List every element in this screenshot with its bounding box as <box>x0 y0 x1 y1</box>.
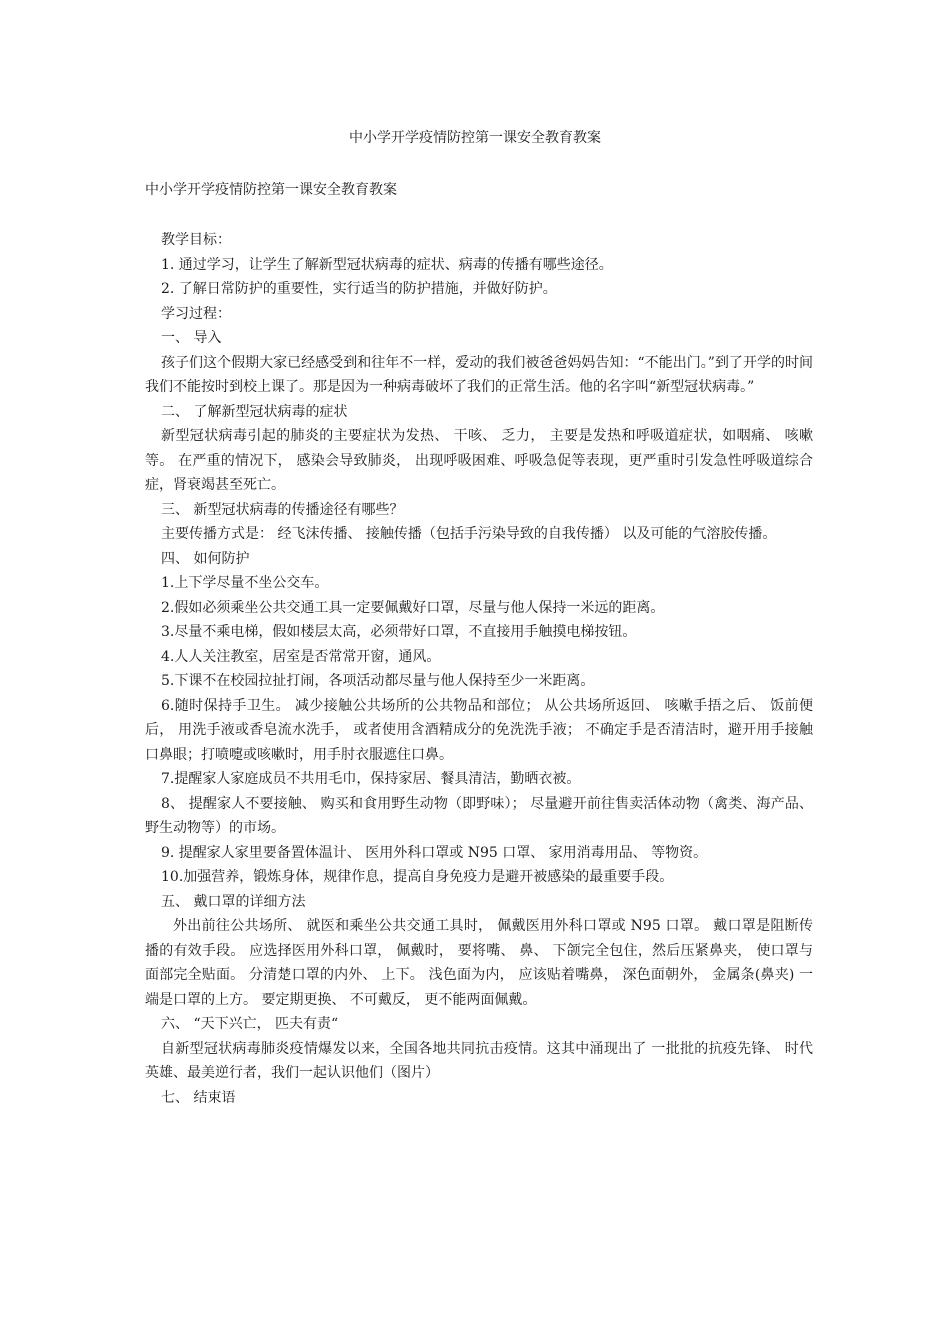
section-heading: 三、 新型冠状病毒的传播途径有哪些？ <box>161 501 404 518</box>
section-heading: 七、 结束语 <box>161 1089 236 1106</box>
section-heading: 四、 如何防护 <box>161 550 250 567</box>
document-title: 中小学开学疫情防控第一课安全教育教案 <box>349 130 601 146</box>
list-item: 2.假如必须乘坐公共交通工具一定要佩戴好口罩，尽量与他人保持一米远的距离。 <box>161 599 665 616</box>
list-item: 3.尽量不乘电梯，假如楼层太高，必须带好口罩，不直接用手触摸电梯按钮。 <box>161 624 637 640</box>
objective-item: 1. 通过学习，让学生了解新型冠状病毒的症状、病毒的传播有哪些途径。 <box>161 256 613 273</box>
list-item: 4.人人关注教室，居室是否常常开窗，通风。 <box>161 648 441 665</box>
list-item: 6.随时保持手卫生。 减少接触公共场所的公共物品和部位； 从公共场所返回、 咳嗽手捂之后、 饭前便后， 用洗手液或香皂流水洗手， 或者使用含酒精成分的免洗洗手液； 不确定手是否清洁时，避开用手接触口鼻眼；打喷嚏或咳嗽时，用手肘衣服遮住口鼻。 <box>145 697 813 763</box>
list-item: 1.上下学尽量不坐公交车。 <box>161 575 329 591</box>
list-item: 8、 提醒家人不要接触、 购买和食用野生动物（即野味）； 尽量避开前往售卖活体动物（禽类、海产品、野生动物等）的市场。 <box>145 795 813 836</box>
section-heading: 五、 戴口罩的详细方法 <box>161 893 306 910</box>
section-heading: 一、 导入 <box>161 330 222 346</box>
paragraph: 外出前往公共场所、 就医和乘坐公共交通工具时， 佩戴医用外科口罩或 N95 口罩。 戴口罩是阻断传播的有效手段。 应选择医用外科口罩， 佩戴时， 要将嘴、 鼻、 下颌完全包住，然后压紧鼻夹， 使口罩与面部完全贴面。 分清楚口罩的内外、 上下。 浅色面为内， 应该贴着嘴鼻， 深色面朝外， 金属条(鼻夹) 一端是口罩的上方。 要定期更换、 不可戴反， 更不能两面佩戴。 <box>145 918 813 1008</box>
list-item: 10.加强营养，锻炼身体，规律作息，提高自身免疫力是避开被感染的最重要手段。 <box>161 869 674 885</box>
list-item: 7.提醒家人家庭成员不共用毛巾，保持家居、餐具清洁，勤晒衣被。 <box>161 771 581 787</box>
section-heading: 六、 “天下兴亡， 匹夫有责“ <box>161 1016 339 1032</box>
list-item: 5.下课不在校园拉扯打闹，各项活动都尽量与他人保持至少一米距离。 <box>161 673 595 689</box>
paragraph: 主要传播方式是： 经飞沫传播、 接触传播（包括手污染导致的自我传播） 以及可能的气溶胶传播。 <box>161 526 777 542</box>
objective-item: 2. 了解日常防护的重要性，实行适当的防护措施，并做好防护。 <box>161 281 557 297</box>
section-heading-objectives: 教学目标： <box>161 232 231 248</box>
document-subtitle: 中小学开学疫情防控第一课安全教育教案 <box>145 182 397 198</box>
document-body <box>145 228 813 1110</box>
paragraph: 自新型冠状病毒肺炎疫情爆发以来，全国各地共同抗击疫情。这其中涌现出了 一批批的抗疫先锋、 时代英雄、最美逆行者，我们一起认识他们（图片） <box>145 1040 813 1081</box>
section-heading: 二、 了解新型冠状病毒的症状 <box>161 403 348 420</box>
paragraph: 新型冠状病毒引起的肺炎的主要症状为发热、 干咳、 乏力， 主要是发热和呼吸道症状，如咽痛、 咳嗽等。 在严重的情况下， 感染会导致肺炎， 出现呼吸困难、呼吸急促等表现，更严重时引发急性呼吸道综合症，肾衰竭甚至死亡。 <box>145 428 813 493</box>
section-heading-process: 学习过程： <box>161 305 231 322</box>
list-item: 9. 提醒家人家里要备置体温计、 医用外科口罩或 N95 口罩、 家用消毒用品、 等物资。 <box>161 844 708 861</box>
paragraph: 孩子们这个假期大家已经感受到和往年不一样，爱动的我们被爸爸妈妈告知：“不能出门。”到了开学的时间我们不能按时到校上课了。那是因为一种病毒破坏了我们的正常生活。他的名字叫“新型冠状病毒。” <box>145 354 813 395</box>
